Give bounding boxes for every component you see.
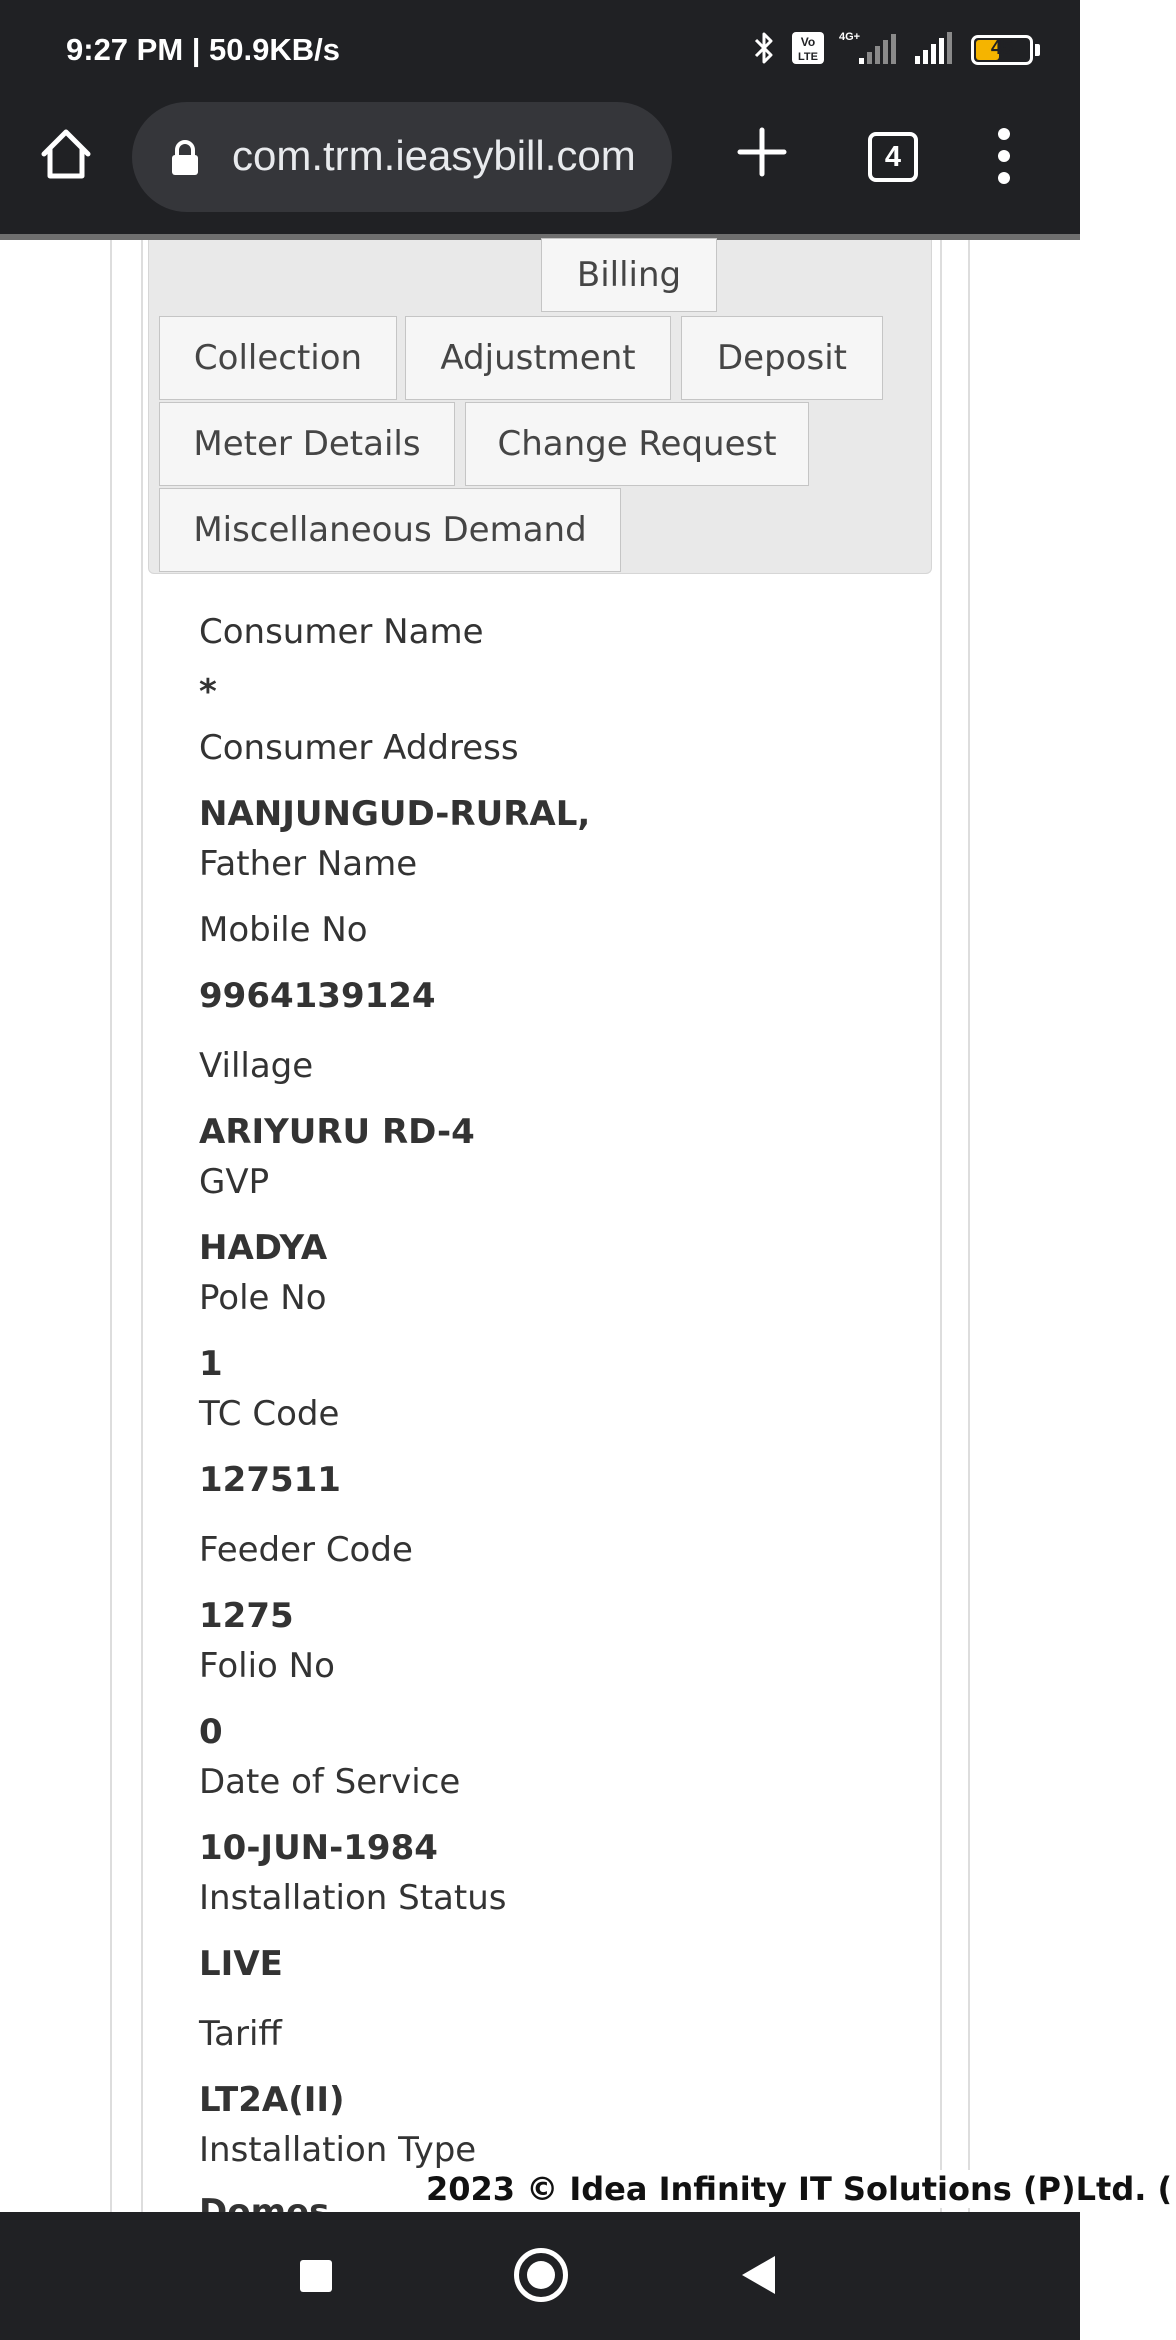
tc-code-value: 127511 [199, 1460, 341, 1500]
tab-switcher-button[interactable]: 4 [868, 132, 918, 182]
father-name-label: Father Name [199, 844, 418, 884]
status-time-speed: 9:27 PM | 50.9KB/s [66, 32, 341, 67]
consumer-name-value: * [199, 672, 217, 712]
battery-level: 45 [990, 37, 1014, 59]
recents-icon[interactable] [300, 2260, 332, 2292]
home-icon[interactable] [36, 124, 96, 184]
tab-deposit[interactable]: Deposit [681, 316, 883, 400]
footer-copyright: 2023 © Idea Infinity IT Solutions (P)Ltd. ( [426, 2170, 1176, 2208]
menu-icon[interactable] [986, 126, 1022, 186]
tab-meter-details[interactable]: Meter Details [159, 402, 455, 486]
url-text[interactable]: com.trm.ieasybill.com [232, 132, 636, 179]
feeder-code-label: Feeder Code [199, 1530, 413, 1570]
gvp-label: GVP [199, 1162, 270, 1202]
folio-no-label: Folio No [199, 1646, 335, 1686]
svg-text:LTE: LTE [798, 51, 818, 63]
back-icon[interactable] [742, 2256, 775, 2294]
gvp-value: HADYA [199, 1228, 328, 1268]
browser-toolbar [0, 96, 1080, 234]
mobile-no-label: Mobile No [199, 910, 368, 950]
consumer-address-value: NANJUNGUD-RURAL, [199, 794, 591, 834]
installation-status-value: LIVE [199, 1944, 283, 1984]
signal-icon [839, 30, 899, 70]
date-of-service-value: 10-JUN-1984 [199, 1828, 438, 1868]
network-type-label: 4G+ [839, 31, 861, 43]
battery-icon [971, 35, 1033, 65]
home-circle-icon[interactable] [514, 2248, 568, 2302]
tc-code-label: TC Code [199, 1394, 340, 1434]
bluetooth-icon [751, 30, 777, 70]
new-tab-icon[interactable] [734, 124, 790, 180]
consumer-address-label: Consumer Address [199, 728, 519, 768]
mobile-no-value: 9964139124 [199, 976, 436, 1016]
address-bar[interactable] [132, 102, 672, 212]
volte-icon [791, 31, 825, 69]
outer-border-right [968, 240, 970, 2212]
tab-collection[interactable]: Collection [159, 316, 397, 400]
battery-nub [1035, 44, 1040, 56]
installation-type-label: Installation Type [199, 2130, 477, 2170]
installation-status-label: Installation Status [199, 1878, 507, 1918]
tab-change-request[interactable]: Change Request [465, 402, 809, 486]
page-content [0, 240, 1173, 2212]
tabs-panel [148, 240, 932, 574]
pole-no-label: Pole No [199, 1278, 327, 1318]
signal-icon [913, 30, 957, 70]
panel-border-left [141, 240, 143, 2212]
feeder-code-value: 1275 [199, 1596, 294, 1636]
village-label: Village [199, 1046, 314, 1086]
pole-no-value: 1 [199, 1344, 223, 1384]
lock-icon[interactable] [170, 140, 200, 176]
consumer-name-label: Consumer Name [199, 612, 484, 652]
status-bar [0, 0, 1080, 96]
date-of-service-label: Date of Service [199, 1762, 461, 1802]
tariff-value: LT2A(II) [199, 2080, 345, 2120]
tab-miscellaneous-demand[interactable]: Miscellaneous Demand [159, 488, 621, 572]
status-icons [751, 30, 1040, 70]
tab-adjustment[interactable]: Adjustment [405, 316, 671, 400]
outer-border-left [110, 240, 112, 2212]
tariff-label: Tariff [199, 2014, 282, 2054]
system-nav-bar [0, 2212, 1080, 2340]
folio-no-value: 0 [199, 1712, 223, 1752]
village-value: ARIYURU RD-4 [199, 1112, 475, 1152]
svg-text:Vo: Vo [800, 35, 816, 49]
tab-billing[interactable]: Billing [541, 238, 717, 312]
panel-border-right [940, 240, 942, 2212]
